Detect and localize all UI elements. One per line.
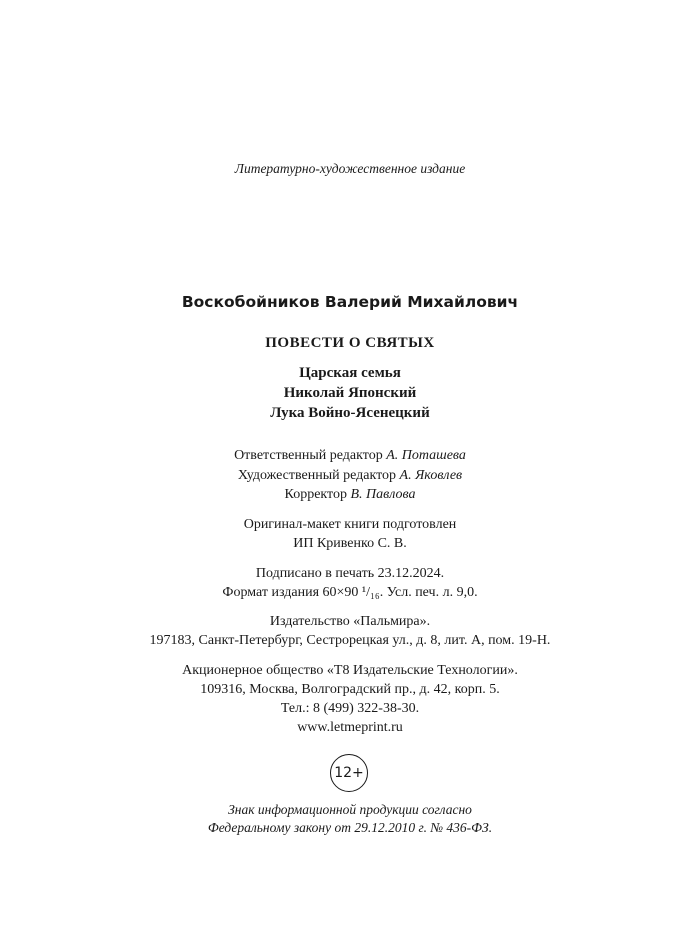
publisher-address: 197183, Санкт-Петербург, Сестрорецкая ул., д. 8, лит. А, пом. 19-Н. — [149, 633, 551, 648]
print-signed: Подписано в печать 23.12.2024. — [255, 566, 445, 581]
printer-address: 109316, Москва, Волгоградский пр., д. 42, корп. 5. — [200, 682, 500, 697]
proofreader-role: Корректор — [284, 487, 347, 502]
editor-role: Ответственный редактор — [234, 448, 383, 463]
age-rating-badge — [330, 754, 368, 792]
subtitle-1: Царская семья — [299, 365, 401, 381]
subtitle-3: Лука Войно-Ясенецкий — [270, 405, 430, 421]
editor-name: А. Поташева — [386, 448, 466, 463]
layout-credit-line1: Оригинал-макет книги подготовлен — [243, 517, 457, 532]
age-rating-text: 12+ — [334, 765, 364, 781]
editor-credit — [0, 447, 700, 465]
publisher-name: Издательство «Пальмира». — [269, 614, 431, 629]
art-editor-name: А. Яковлев — [399, 468, 463, 483]
genre-label: Литературно-художественное издание — [234, 161, 466, 176]
print-format: Формат издания 60×90 ¹/₁₆. Усл. печ. л. 9,0. — [222, 585, 478, 600]
notice-line1: Знак информационной продукции согласно — [228, 802, 472, 817]
proofreader-name: В. Павлова — [350, 487, 416, 502]
art-editor-role: Художественный редактор — [237, 468, 397, 483]
notice-line2: Федеральному закону от 29.12.2010 г. № 436-ФЗ. — [207, 820, 493, 835]
art-editor-credit — [0, 467, 700, 485]
subtitle-2: Николай Японский — [283, 385, 417, 401]
printer-website: www.letmeprint.ru — [297, 720, 403, 735]
book-title: ПОВЕСТИ О СВЯТЫХ — [265, 335, 435, 351]
layout-credit-line2: ИП Кривенко С. В. — [293, 536, 407, 551]
proofreader-credit — [0, 486, 700, 504]
printer-phone: Тел.: 8 (499) 322-38-30. — [280, 701, 420, 716]
printer-name: Акционерное общество «Т8 Издательские Технологии». — [182, 663, 518, 678]
author-name: Воскобойников Валерий Михайлович — [181, 293, 519, 311]
